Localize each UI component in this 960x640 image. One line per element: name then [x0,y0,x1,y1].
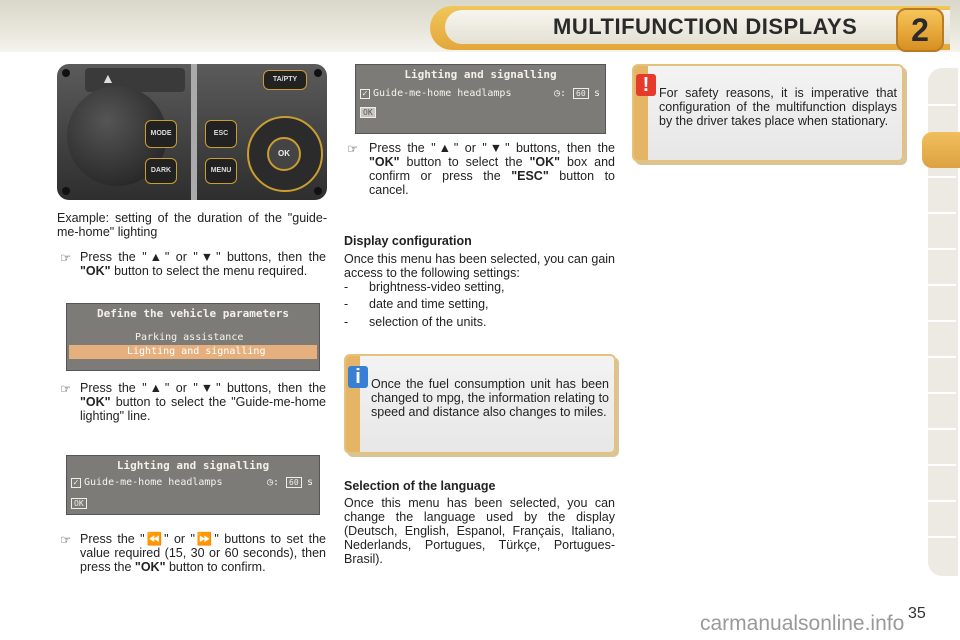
config-list-item: selection of the units. [369,315,487,329]
screen-menu-item-selected: Lighting and signalling [69,345,317,359]
step1-bullet: ☞ [60,251,72,265]
clock-icon: ◷: [554,88,567,99]
ok-box: OK [71,498,87,509]
info-icon: i [348,366,368,388]
step2-text: Press the "▲" or "▼" buttons, then the "OK" button to select the "Guide-me-home lighting" line. [80,381,326,423]
control-panel-photo [57,64,327,200]
duration-value: 60 [573,88,589,99]
screen-setting-line: Guide-me-home headlamps [84,477,223,488]
dark-button: DARK [145,158,177,184]
screen-menu-item: Parking assistance [135,332,244,343]
config-list-item: brightness-video setting, [369,280,505,294]
watermark: carmanualsonline.info [700,612,905,635]
duration-unit: s [594,88,601,99]
step4-text: Press the "▲" or "▼" buttons, then the "OK" button to select the "OK" box and confirm or press the "ESC" button to cancel. [369,141,615,197]
example-intro: Example: setting of the duration of the "guide-me-home" lighting [57,211,327,239]
page-title: MULTIFUNCTION DISPLAYS [553,14,858,39]
step3-text: Press the "⏪" or "⏩" buttons to set the value required (15, 30 or 60 seconds), then press the "OK" button to confirm. [80,532,326,574]
duration-value: 60 [286,477,302,488]
language-body: Once this menu has been selected, you can change the language used by the display (Deutsch, English, Espanol, Français, Italiano, Nederlands, Portugues, Türkçe, Portugues-Brasil). [344,496,615,566]
screen-setting-line: Guide-me-home headlamps [373,88,512,99]
screen-title: Lighting and signalling [404,68,557,81]
page-number: 35 [908,605,926,622]
display-screen-setting [66,455,320,515]
step2-bullet: ☞ [60,382,72,396]
warning-note-text: For safety reasons, it is imperative that configuration of the multifunction displays by the driver takes place when stationary. [659,86,897,128]
config-list-dash: - [344,297,349,311]
checkbox-icon: ✓ [361,89,369,98]
mode-button: MODE [145,120,177,148]
display-screen-confirm [355,64,606,134]
warning-note-box [632,64,904,162]
screen-title: Lighting and signalling [116,459,270,472]
display-screen-menu [66,303,320,371]
step3-bullet: ☞ [60,533,72,547]
screen-title: Define the vehicle parameters [96,307,290,320]
eject-icon: ▲ [101,70,115,86]
config-list-dash: - [344,280,349,294]
config-list-dash: - [344,315,349,329]
warning-icon: ! [636,74,656,96]
display-config-intro: Once this menu has been selected, you can gain access to the following settings: [344,252,615,280]
step1-text: Press the "▲" or "▼" buttons, then the "OK" button to select the menu required. [80,250,326,278]
menu-button: MENU [205,158,237,184]
display-config-heading: Display configuration [344,234,472,248]
clock-icon: ◷: [267,477,280,488]
checkbox-icon: ✓ [72,478,80,487]
chapter-number-badge: 2 [896,8,944,52]
config-list-item: date and time setting, [369,297,489,311]
ok-box-selected: OK [360,107,376,118]
duration-unit: s [307,477,314,488]
esc-button: ESC [205,120,237,148]
step4-bullet: ☞ [347,142,359,156]
info-note-box [344,354,616,454]
active-chapter-tab[interactable] [922,132,960,168]
language-heading: Selection of the language [344,479,496,493]
ok-button: OK [267,137,301,171]
ta-pty-button: TA/PTY [263,70,307,90]
info-note-text: Once the fuel consumption unit has been changed to mpg, the information relating to speed and distance also changes to miles. [371,377,609,419]
